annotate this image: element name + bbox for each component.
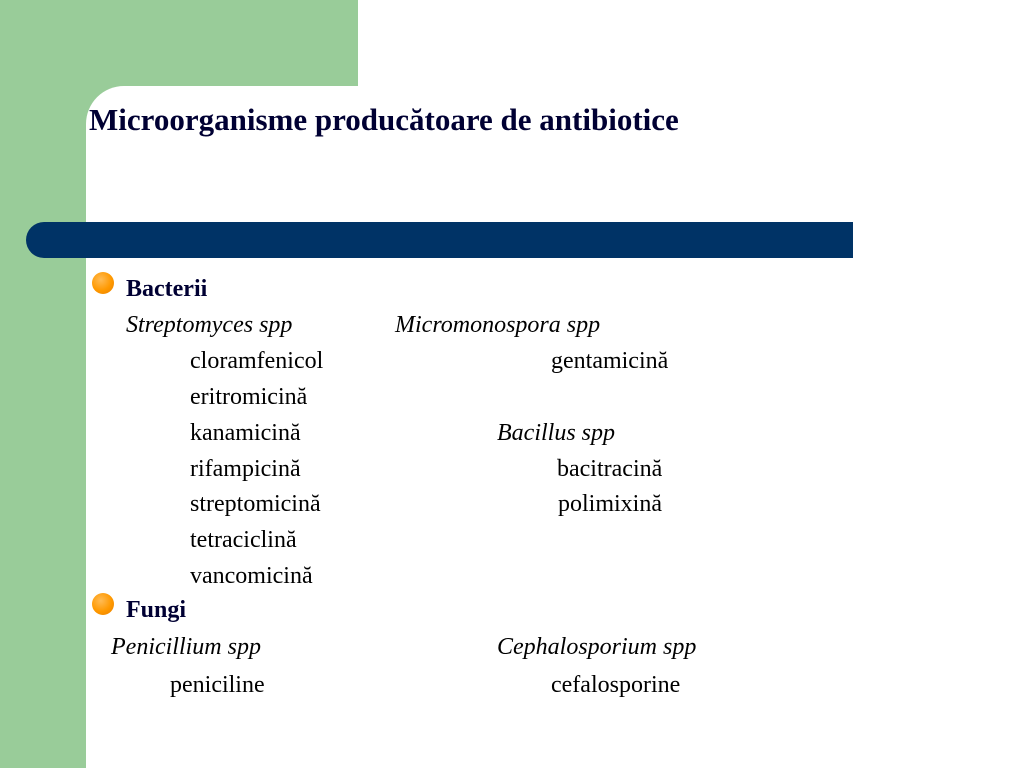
genus-cephalosporium: Cephalosporium spp [497,634,697,660]
genus-penicillium: Penicillium spp [111,634,261,660]
antibiotic-item: vancomicină [190,563,313,589]
antibiotic-item: eritromicină [190,384,308,410]
antibiotic-item: rifampicină [190,456,301,482]
genus-micromonospora: Micromonospora spp [395,312,601,338]
bullet-dot-icon [92,593,114,615]
title-underline-bar [26,222,853,258]
section-heading-bacteria: Bacterii [126,276,208,302]
antibiotic-item: cefalosporine [551,672,681,698]
antibiotic-item: bacitracină [557,456,663,482]
bullet-dot-icon [92,272,114,294]
genus-streptomyces: Streptomyces spp [126,312,293,338]
section-heading-fungi: Fungi [126,597,187,623]
antibiotic-item: gentamicină [551,348,669,374]
genus-bacillus: Bacillus spp [497,420,615,446]
antibiotic-item: tetraciclină [190,527,297,553]
antibiotic-item: cloramfenicol [190,348,324,374]
slide-title: Microorganisme producătoare de antibiotice [89,102,679,137]
antibiotic-item: streptomicină [190,491,321,517]
antibiotic-item: polimixină [558,491,662,517]
antibiotic-item: peniciline [170,672,265,698]
antibiotic-item: kanamicină [190,420,301,446]
